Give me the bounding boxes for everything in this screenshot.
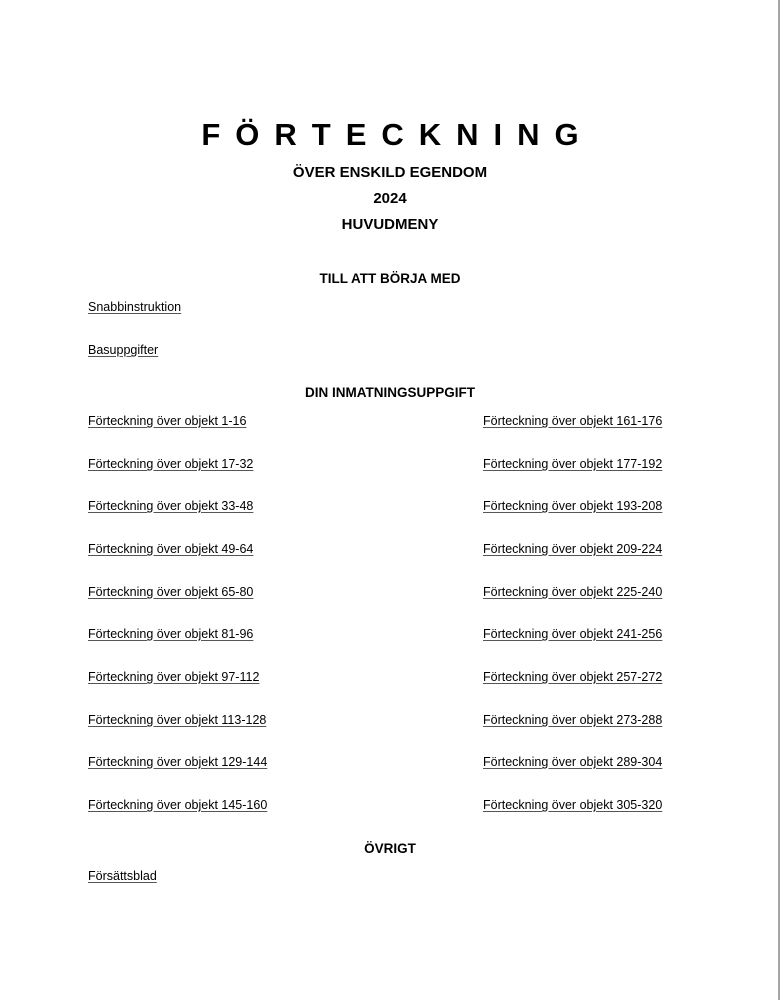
link-basuppgifter[interactable]: Basuppgifter [88,343,159,357]
link-objects-161-176[interactable]: Förteckning över objekt 161-176 [483,414,663,428]
link-objects-129-144[interactable]: Förteckning över objekt 129-144 [88,755,268,769]
link-objects-177-192[interactable]: Förteckning över objekt 177-192 [483,457,663,471]
link-objects-273-288[interactable]: Förteckning över objekt 273-288 [483,713,663,727]
link-objects-33-48[interactable]: Förteckning över objekt 33-48 [88,499,254,513]
link-forsattsblad[interactable]: Försättsblad [88,869,157,883]
main-menu-title: HUVUDMENY [341,216,439,233]
section-heading-input-task: DIN INMATNINGSUPPGIFT [305,385,475,400]
link-objects-209-224[interactable]: Förteckning över objekt 209-224 [483,542,663,556]
link-objects-305-320[interactable]: Förteckning över objekt 305-320 [483,798,663,812]
document-subtitle: ÖVER ENSKILD EGENDOM [292,164,488,181]
link-objects-1-16[interactable]: Förteckning över objekt 1-16 [88,414,247,428]
link-objects-113-128[interactable]: Förteckning över objekt 113-128 [88,713,267,727]
document-year: 2024 [373,190,407,207]
link-objects-65-80[interactable]: Förteckning över objekt 65-80 [88,585,254,599]
link-objects-145-160[interactable]: Förteckning över objekt 145-160 [88,798,268,812]
link-objects-289-304[interactable]: Förteckning över objekt 289-304 [483,755,663,769]
link-objects-257-272[interactable]: Förteckning över objekt 257-272 [483,670,663,684]
link-objects-49-64[interactable]: Förteckning över objekt 49-64 [88,542,254,556]
link-snabbinstruktion[interactable]: Snabbinstruktion [88,300,182,314]
link-objects-241-256[interactable]: Förteckning över objekt 241-256 [483,627,663,641]
section-heading-getting-started: TILL ATT BÖRJA MED [319,271,461,286]
link-objects-81-96[interactable]: Förteckning över objekt 81-96 [88,627,254,641]
document-title: FÖRTECKNING [201,117,594,152]
link-objects-225-240[interactable]: Förteckning över objekt 225-240 [483,585,663,599]
link-objects-193-208[interactable]: Förteckning över objekt 193-208 [483,499,663,513]
link-objects-97-112[interactable]: Förteckning över objekt 97-112 [88,670,260,684]
section-heading-other: ÖVRIGT [364,841,416,856]
link-objects-17-32[interactable]: Förteckning över objekt 17-32 [88,457,254,471]
